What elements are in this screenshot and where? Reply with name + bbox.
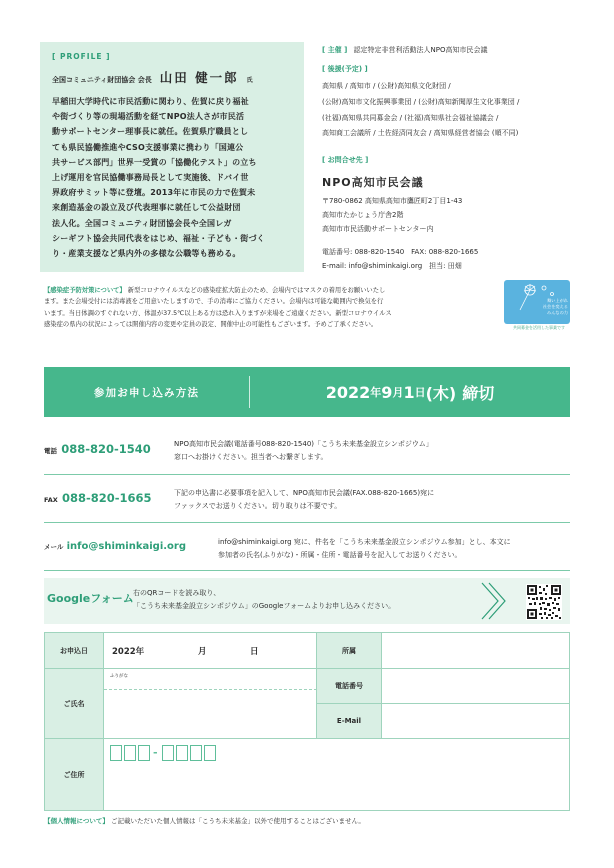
- notice-line: 新型コロナウイルスなどの感染症拡大防止のため、会場内ではマスクの着用をお願いいたし: [127, 287, 386, 294]
- name-label: ご氏名: [45, 669, 104, 739]
- address-field[interactable]: [104, 739, 569, 810]
- notice-label: 【感染症予防対策について】: [44, 287, 126, 294]
- name-field[interactable]: [104, 690, 317, 739]
- infection-notice: [44, 285, 494, 330]
- affiliation-field[interactable]: [382, 633, 569, 669]
- postal-digit-box[interactable]: [110, 745, 122, 761]
- affiliation-label: 所属: [317, 633, 382, 669]
- date-year: 2022年: [112, 647, 145, 657]
- application-form: [44, 632, 570, 811]
- organizer-text: 認定特定非営利活動法人NPO高知市民会議: [353, 46, 488, 54]
- deadline-year-unit: 年: [370, 386, 382, 399]
- postal-digit-box[interactable]: [204, 745, 216, 761]
- email-field[interactable]: [382, 704, 569, 739]
- profile-name: 山田 健一郎: [159, 70, 239, 85]
- privacy-notice: [44, 816, 365, 825]
- date-month: 月: [198, 647, 207, 657]
- google-form-label[interactable]: Googleフォーム: [47, 592, 134, 605]
- phone-description: [174, 438, 433, 463]
- contact-address-line: 高知市たかじょう庁舎2階: [322, 211, 404, 219]
- deadline-weekday: (木): [425, 383, 457, 403]
- profile-bio-line: り・産業支援など県内外の多様な公職等も務める。: [52, 249, 241, 259]
- profile-bio-line: 早稲田大学時代に市民活動に関わり、佐賀に戻り福祉: [52, 97, 249, 106]
- google-description: [133, 587, 395, 612]
- profile-bio-line: 来創造基金の設立及び代表理事に就任して公益財団: [52, 203, 241, 213]
- contact-label: [ お問合せ先 ]: [322, 156, 369, 164]
- badge-caption: 共同募金を活用した事業です: [513, 325, 565, 330]
- badge-line: みんなの力: [547, 310, 568, 315]
- contact-org: NPO高知市民会議: [322, 176, 424, 189]
- mail-label: メール: [44, 543, 64, 551]
- phone-field-label: 電話番号: [317, 669, 382, 704]
- supporters-line: (公財)高知市文化振興事業団 / (公財)高知新聞厚生文化事業団 /: [322, 97, 520, 106]
- postal-digit-box[interactable]: [138, 745, 150, 761]
- phone-number[interactable]: 088-820-1540: [61, 442, 151, 456]
- phone-label: 電話: [44, 447, 57, 455]
- profile-org: 全国コミュニティ財団協会 会長: [52, 76, 152, 84]
- deadline-banner: [44, 367, 570, 417]
- badge-line: 社会を変える: [542, 304, 568, 309]
- fax-label: FAX: [44, 496, 58, 504]
- fax-method: [44, 491, 174, 505]
- profile-bio-line: や街づくり等の現場活動を経てNPO法人さが市民活: [52, 112, 245, 122]
- profile-title: [ PROFILE ]: [52, 52, 111, 61]
- contact-email[interactable]: E-mail: info@shiminkaigi.org 担当: 田畑: [322, 262, 462, 270]
- contact-block: [322, 155, 582, 273]
- address-label: ご住所: [45, 739, 104, 810]
- supporters-label: [ 後援(予定) ]: [322, 65, 368, 73]
- deadline-day: 1: [403, 382, 415, 402]
- organizer-block: [322, 43, 582, 59]
- mail-description: [218, 536, 511, 561]
- supporters-line: 高知商工会議所 / 土佐経済同友会 / 高知県経営者協会 (順不同): [322, 129, 519, 138]
- contact-address-line: 高知市市民活動サポートセンター内: [322, 225, 434, 233]
- furigana-label: ふりがな: [110, 674, 128, 679]
- postal-digit-box[interactable]: [162, 745, 174, 761]
- phone-method: [44, 442, 174, 456]
- badge-line: 舞い上がれ: [547, 298, 568, 303]
- google-desc-line: 「こうち未来基金設立シンポジウム」のGoogleフォームよりお申し込みください。: [133, 601, 396, 610]
- qr-code-icon[interactable]: [526, 584, 562, 620]
- date-field[interactable]: [104, 633, 317, 669]
- notice-line: ます。また会場受付には消毒液をご用意いたしますので、手の消毒にご協力ください。会場内は可能な範囲内で換気を行: [44, 298, 384, 306]
- profile-name-row: [52, 68, 292, 86]
- date-day: 日: [250, 647, 259, 657]
- divider: [44, 474, 570, 475]
- mail-desc-line: info@shiminkaigi.org 宛に、件名を「こうち未来基金設立シンポジウム参加」とし、本文に: [218, 538, 511, 546]
- deadline-label: 締切: [462, 383, 495, 403]
- profile-bio-line: 界政府サミット等に登壇。2013年に市民の力で佐賀未: [52, 188, 256, 198]
- fax-description: [174, 487, 434, 512]
- postal-digit-box[interactable]: [176, 745, 188, 761]
- fax-desc-line: ファックスでお送りください。切り取りは不要です。: [174, 501, 342, 510]
- profile-bio-line: 上げ運用を官民協働事務局長として実施後、ドバイ世: [52, 173, 249, 183]
- furigana-field[interactable]: [104, 669, 317, 690]
- supporters-line: (社福)高知県共同募金会 / (社福)高知県社会福祉協議会 /: [322, 113, 499, 122]
- deadline-month: 9: [381, 382, 393, 402]
- email-field-label: E-Mail: [317, 704, 382, 739]
- deadline-year: 2022: [325, 382, 371, 402]
- google-desc-line: 右のQRコードを読み取り、: [133, 589, 221, 597]
- divider: [44, 570, 570, 571]
- privacy-text: ご記載いただいた個人情報は「こうち未来基金」以外で使用することはございません。: [110, 817, 365, 825]
- supporters-block: [322, 64, 592, 142]
- profile-bio-line: 共サービス部門」世界一受賞の「協働化テスト」の立ち: [52, 157, 257, 167]
- deadline-day-unit: 日: [414, 386, 426, 399]
- profile-bio-line: 動サポートセンター理事長に就任。佐賀県庁職員とし: [52, 127, 249, 137]
- contact-phone: 電話番号: 088-820-1540 FAX: 088-820-1665: [322, 248, 479, 256]
- phone-field[interactable]: [382, 669, 569, 704]
- contact-address-line: 〒780-0862 高知県高知市鷹匠町2丁目1-43: [322, 197, 463, 205]
- profile-suffix: 氏: [246, 77, 253, 84]
- profile-bio-line: ても県民協働推進やCSO支援事業に携わり「国連公: [52, 142, 244, 152]
- fax-number[interactable]: 088-820-1665: [61, 491, 152, 505]
- phone-desc-line: 窓口へお掛けください。担当者へお繋ぎします。: [174, 452, 328, 461]
- deadline-month-unit: 月: [392, 386, 404, 399]
- profile-bio: [52, 94, 292, 261]
- mail-desc-line: 参加者の氏名(ふりがな)・所属・住所・電話番号を記入してお送りください。: [218, 550, 462, 559]
- banner-deadline: [250, 367, 570, 417]
- banner-title: 参加お申し込み方法: [93, 386, 200, 399]
- profile-bio-line: 法人化。全国コミュニティ財団協会長や全国レガ: [52, 218, 232, 228]
- notice-line: 感染症の県内の状況によっては開催内容の変更や定員の設定、開催中止の可能性もございます。予めご了承ください。: [44, 320, 378, 328]
- mail-method: [44, 541, 219, 552]
- phone-desc-line: NPO高知市民会議(電話番号088-820-1540)「こうち未来基金設立シンポジウム」: [174, 440, 433, 448]
- supporters-line: 高知県 / 高知市 / (公財)高知県文化財団 /: [322, 82, 451, 90]
- fax-desc-line: 下記の申込書に必要事項を記入して、NPO高知市民会議(FAX.088-820-1665)宛に: [174, 489, 435, 497]
- mail-address[interactable]: info@shiminkaigi.org: [66, 541, 187, 552]
- profile-bio-line: シーギフト協会共同代表をはじめ、福祉・子ども・街づく: [52, 233, 265, 243]
- organizer-label: [ 主催 ]: [322, 46, 348, 54]
- chevron-right-icon: [478, 580, 508, 622]
- notice-line: います。当日体調のすぐれない方、体温が37.5℃以上ある方は恐れ入りますが来場をご遠慮ください。新型コロナウイルス: [44, 309, 392, 317]
- community-chest-badge: [504, 280, 570, 324]
- profile-panel: [40, 42, 304, 272]
- postal-digit-box[interactable]: [190, 745, 202, 761]
- date-label: お申込日: [45, 633, 104, 669]
- postal-separator: -: [153, 746, 158, 759]
- postal-digit-box[interactable]: [124, 745, 136, 761]
- divider: [44, 522, 570, 523]
- privacy-label: 【個人情報について】: [44, 817, 109, 825]
